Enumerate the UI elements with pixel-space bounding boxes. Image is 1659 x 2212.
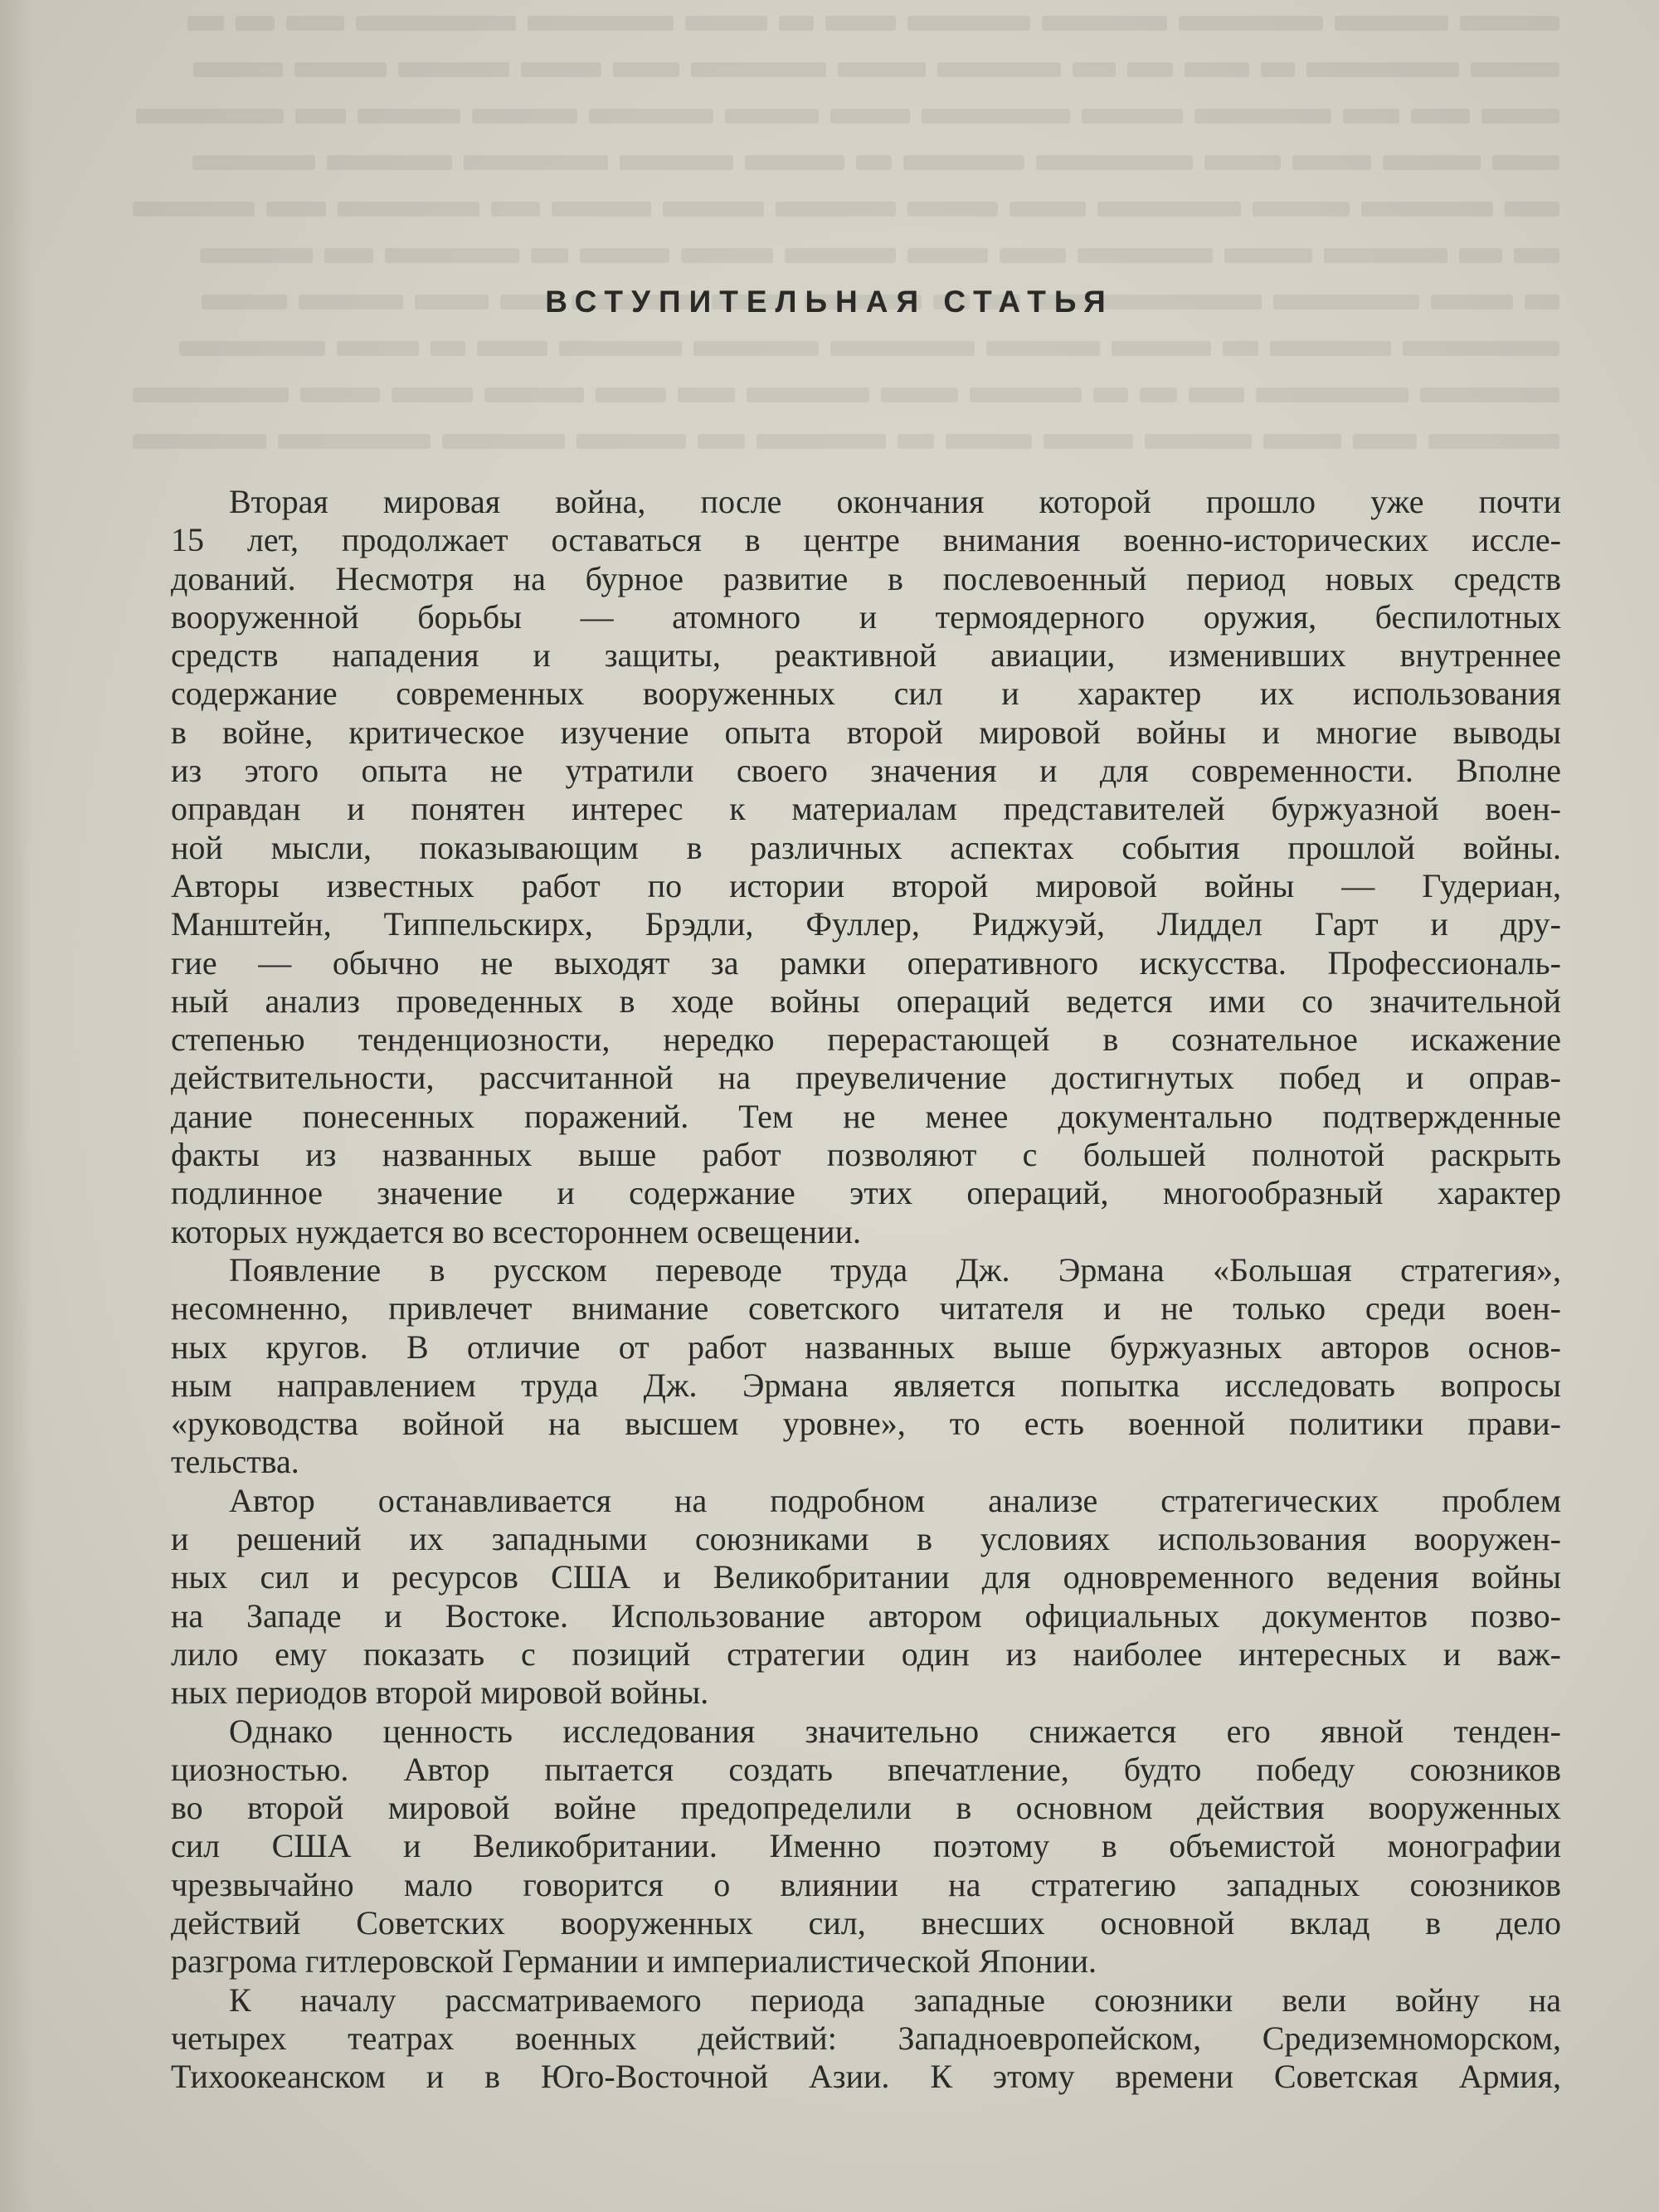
text-line: факты из названных выше работ позволяют с большей полнотой раскрыть <box>171 1136 1561 1174</box>
text-line: степенью тенденциозности, нередко перерастающей в сознательное искажение <box>171 1021 1561 1059</box>
show-through-row <box>133 372 1559 418</box>
text-line: К началу рассматриваемого периода западные союзники вели войну на <box>229 1981 1561 2019</box>
text-line: и решений их западными союзниками в условиях использования вооружен- <box>171 1520 1561 1558</box>
text-line: на Западе и Востоке. Использование автором официальных документов позво- <box>171 1596 1561 1635</box>
text-line: ных сил и ресурсов США и Великобритании для одновременного ведения войны <box>171 1558 1561 1596</box>
show-through-row <box>133 325 1559 372</box>
text-line: содержание современных вооруженных сил и характер их использования <box>171 675 1561 713</box>
text-line: подлинное значение и содержание этих операций, многообразный характер <box>171 1174 1561 1212</box>
text-line: в войне, критическое изучение опыта второй мировой войны и многие выводы <box>171 713 1561 751</box>
text-line: из этого опыта не утратили своего значения и для современности. Вполне <box>171 752 1561 790</box>
text-line: ных периодов второй мировой войны. <box>171 1674 709 1712</box>
text-line: действительности, рассчитанной на преувеличение достигнутых побед и оправ- <box>171 1059 1561 1097</box>
show-through-row <box>133 418 1559 465</box>
reverse-side-show-through <box>133 0 1559 514</box>
text-line: четырех театрах военных действий: Западноевропейском, Средиземноморском, <box>171 2019 1561 2057</box>
text-line: во второй мировой войне предопределили в основном действия вооруженных <box>171 1789 1561 1827</box>
text-line: Однако ценность исследования значительно снижается его явной тенден- <box>229 1712 1561 1750</box>
text-line: Авторы известных работ по истории второй мировой войны — Гудериан, <box>171 866 1561 904</box>
text-line: дований. Несмотря на бурное развитие в послевоенный период новых средств <box>171 559 1561 597</box>
text-line: Манштейн, Типпельскирх, Брэдли, Фуллер, Риджуэй, Лиддел Гарт и дру- <box>171 905 1561 943</box>
show-through-row <box>133 232 1559 279</box>
text-line: ных кругов. В отличие от работ названных выше буржуазных авторов основ- <box>171 1328 1561 1366</box>
text-line: лило ему показать с позиций стратегии один из наиболее интересных и важ- <box>171 1635 1561 1673</box>
text-line: ным направлением труда Дж. Эрмана является попытка исследовать вопросы <box>171 1366 1561 1404</box>
text-line: Автор останавливается на подробном анализе стратегических проблем <box>229 1481 1561 1519</box>
article-body <box>171 483 1561 2096</box>
text-line: дание понесенных поражений. Тем не менее документально подтвержденные <box>171 1097 1561 1135</box>
text-line: «руководства войной на высшем уровне», то есть военной политики прави- <box>171 1405 1561 1443</box>
show-through-row <box>133 0 1559 46</box>
text-line: Вторая мировая война, после окончания которой прошло уже почти <box>229 483 1561 520</box>
text-line: которых нуждается во всестороннем освещении. <box>171 1212 861 1250</box>
text-line: тельства. <box>171 1443 299 1481</box>
text-line: Появление в русском переводе труда Дж. Эрмана «Большая стратегия», <box>229 1250 1561 1289</box>
show-through-row <box>133 139 1559 186</box>
show-through-row <box>133 46 1559 93</box>
text-line: гие — обычно не выходят за рамки оперативного искусства. Профессиональ- <box>171 943 1561 982</box>
text-line: оправдан и понятен интерес к материалам представителей буржуазной воен- <box>171 790 1561 828</box>
text-line: разгрома гитлеровской Германии и империалистической Японии. <box>171 1942 1097 1981</box>
article-heading: ВСТУПИТЕЛЬНАЯ СТАТЬЯ <box>545 285 1114 319</box>
text-line: 15 лет, продолжает оставаться в центре внимания военно-исторических иссле- <box>171 521 1561 559</box>
text-line: средств нападения и защиты, реактивной авиации, изменивших внутреннее <box>171 636 1561 675</box>
text-line: действий Советских вооруженных сил, внесших основной вклад в дело <box>171 1903 1561 1942</box>
text-line: ной мысли, показывающим в различных аспектах события прошлой войны. <box>171 828 1561 866</box>
text-line: циозностью. Автор пытается создать впечатление, будто победу союзников <box>171 1750 1561 1788</box>
text-line: вооруженной борьбы — атомного и термоядерного оружия, беспилотных <box>171 597 1561 636</box>
text-line: чрезвычайно мало говорится о влиянии на стратегию западных союзников <box>171 1865 1561 1903</box>
text-line: ный анализ проведенных в ходе войны операций ведется ими со значительной <box>171 982 1561 1020</box>
text-line: несомненно, привлечет внимание советского читателя и не только среди воен- <box>171 1289 1561 1328</box>
show-through-row <box>133 93 1559 139</box>
text-line: сил США и Великобритании. Именно поэтому в объемистой монографии <box>171 1827 1561 1865</box>
page-gutter-shadow <box>0 0 33 2212</box>
text-line: Тихоокеанском и в Юго-Восточной Азии. К этому времени Советская Армия, <box>171 2058 1561 2096</box>
show-through-row <box>133 186 1559 232</box>
